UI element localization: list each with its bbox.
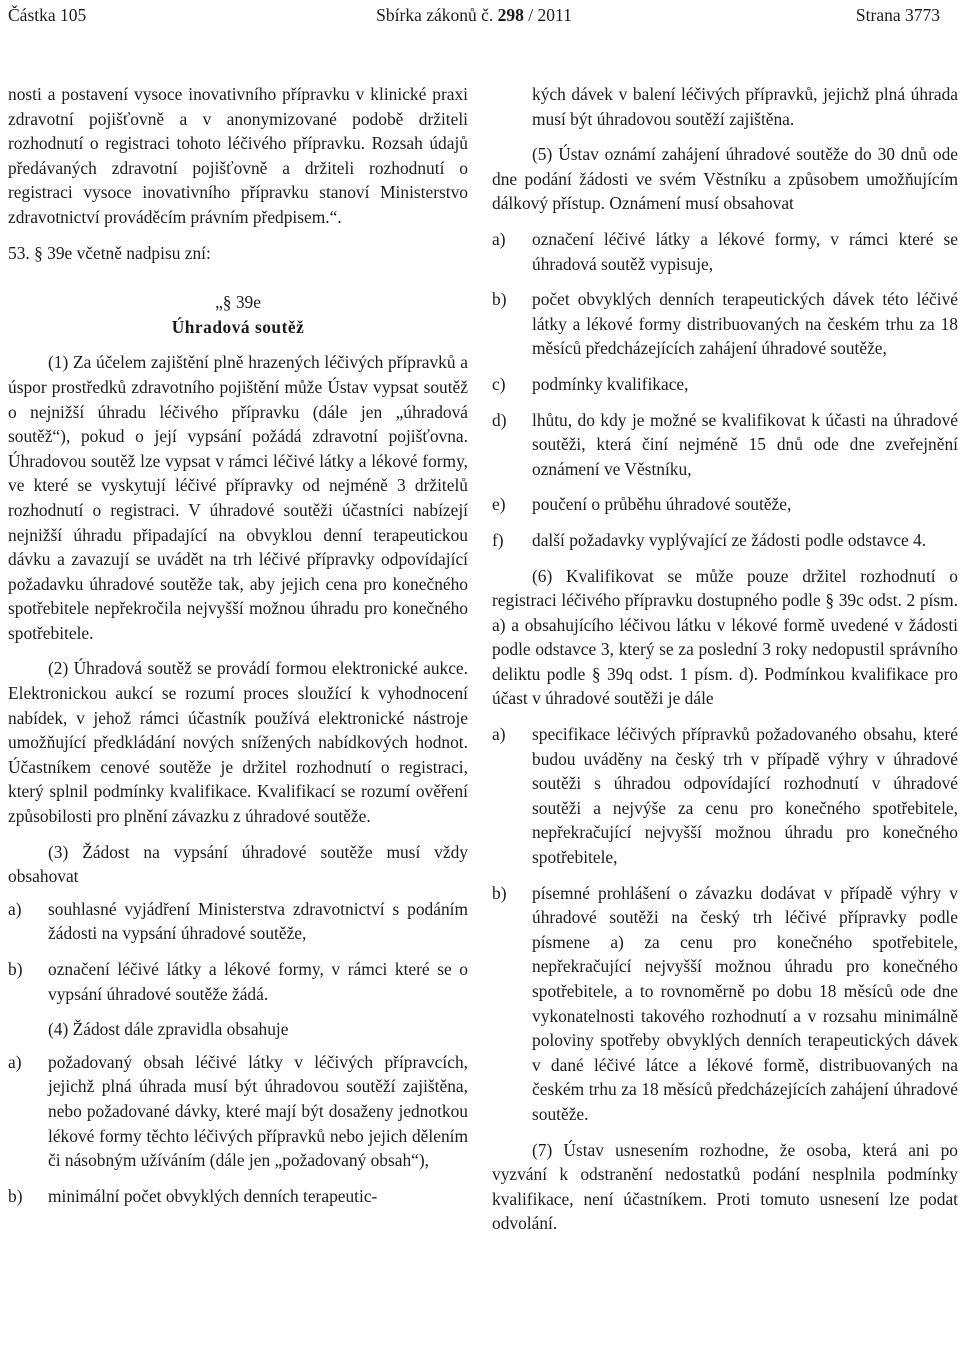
list-item-text: počet obvyklých denních terapeutických dávek této léčivé látky a lékové formy distribuovaných na českém trhu za 18 měsíců předcházejících zahájení úhradové soutěže,	[532, 289, 958, 359]
list-item	[492, 528, 958, 553]
header-year: / 2011	[523, 5, 572, 25]
paragraph-6: (6) Kvalifikovat se může pouze držitel rozhodnutí o registraci léčivého přípravku dostupného podle § 39c odst. 2 písm. a) a obsahujícího léčivou látku v lékové formě uvedené v žádosti podle odstavce 3, který se za poslední 3 roky nedopustil správního deliktu podle § 39q odst. 1 písm. d). Podmínkou kvalifikace pro účast v úhradové soutěži je dále	[492, 565, 958, 709]
point-53: 53. § 39e včetně nadpisu zní:	[8, 242, 211, 263]
list-item-text: specifikace léčivých přípravků požadovaného obsahu, které budou uváděny na český trh v případě výhry v úhradové soutěži s úhradou odpovídající rozhodnutí v úhradové soutěži a nejvýše za cenu pro konečného spotřebitele, nepřekračující nejvyšší možnou úhradu pro konečného spotřebitele,	[532, 724, 958, 868]
paragraph-1: (1) Za účelem zajištění plně hrazených léčivých přípravků a úspor prostředků zdravotního pojištění může Ústav vypsat soutěž o nejnižší úhradu léčivého přípravku (dále jen „úhradová soutěž“), pokud o její vypsání požádá zdravotní pojišťovna. Úhradovou soutěž lze vypsat v rámci léčivé látky a lékové formy, ve které se vyskytují léčivé přípravky od nejméně 3 držitelů rozhodnutí o registraci. V úhradové soutěži účastníci nabízejí nejnižší úhradu připadající na obvyklou denní terapeutickou dávku a zavazují se uvádět na trh léčivé přípravky odpovídající požadavku úhradové soutěže tak, aby jejich cena pro konečného spotřebitele nepřekročila nejvyšší možnou úhradu pro konečného spotřebitele.	[8, 352, 468, 643]
list-item-text: lhůtu, do kdy je možné se kvalifikovat k účasti na úhradové soutěži, která činí nejméně 15 dnů ode dne zveřejnění oznámení ve Věstníku,	[532, 409, 958, 479]
right-column	[492, 82, 958, 1236]
list-item-continuation	[492, 82, 958, 131]
page-header	[8, 4, 940, 26]
list-item	[8, 1184, 468, 1209]
list-item	[492, 372, 958, 397]
list-item-text: souhlasné vyjádření Ministerstva zdravotnictví s podáním žádosti na vypsání úhradové soutěže,	[48, 898, 468, 944]
list-item-label: b)	[492, 289, 507, 310]
list-item-label: b)	[492, 882, 507, 903]
section-title: Úhradová soutěž	[171, 316, 305, 337]
list-item	[492, 881, 958, 1127]
list-item-text: označení léčivé látky a lékové formy, v rámci které se úhradová soutěž vypisuje,	[532, 228, 958, 274]
list-item-label: b)	[8, 1185, 23, 1206]
continuation-paragraph: nosti a postavení vysoce inovativního přípravku v klinické praxi zdravotní pojišťovně a v anonymizované podobě držiteli rozhodnutí o registraci tohoto léčivého přípravku. Rozsah údajů předávaných zdravotní pojišťovně a držiteli rozhodnutí o registraci vysoce inovativního přípravku stanoví Ministerstvo zdravotnictví prováděcím právním předpisem.“.	[8, 84, 468, 227]
list-item-text: podmínky kvalifikace,	[532, 373, 689, 394]
list-item-label: a)	[8, 1051, 22, 1072]
list-item-label: b)	[8, 959, 23, 979]
list-item	[8, 897, 468, 946]
list-item-label-spacer	[492, 82, 532, 131]
continuation-text: kých dávek v balení léčivých přípravků, jejichž plná úhrada musí být úhradovou soutěží zajištěna.	[532, 84, 958, 129]
list-item	[8, 1050, 468, 1173]
paragraph-3: (3) Žádost na vypsání úhradové soutěže musí vždy obsahovat	[8, 841, 468, 887]
list-item	[492, 408, 958, 482]
list-item	[492, 492, 958, 517]
list-item-text: další požadavky vyplývající ze žádosti podle odstavce 4.	[532, 529, 927, 550]
header-collection	[8, 4, 940, 26]
list-item-text: požadovaný obsah léčivé látky v léčivých přípravcích, jejichž plná úhrada musí být úhradovou soutěží zajištěna, nebo požadované dávky, které mají být dosaženy jednotkou lékové formy těchto léčivých přípravků nebo jejich dělením či násobným užíváním (dále jen „požadovaný obsah“),	[48, 1051, 468, 1171]
list-item-label: c)	[492, 373, 506, 394]
header-collection-prefix: Sbírka zákonů č.	[376, 5, 498, 25]
list-item	[492, 722, 958, 870]
list-item-label: f)	[492, 529, 504, 550]
section-mark: „§ 39e	[215, 292, 261, 313]
left-column	[8, 82, 468, 1208]
list-item-label: a)	[8, 898, 22, 919]
list-item-text: minimální počet obvyklých denních terapeutic-	[48, 1185, 378, 1206]
list-item-label: a)	[492, 724, 506, 745]
paragraph-2: (2) Úhradová soutěž se provádí formou elektronické aukce. Elektronickou aukcí se rozumí proces sloužící k vyhodnocení nabídek, v jehož rámci účastník používá elektronické nástroje umožňující předkládání nových snížených nabídkových hodnot. Účastníkem cenové soutěže je držitel rozhodnutí o registraci, který splnil podmínky kvalifikace. Kvalifikací se rozumí ověření způsobilosti pro plnění závazku z úhradové soutěže.	[8, 658, 468, 827]
list-item-text: označení léčivé látky a lékové formy, v rámci které se o vypsání úhradové soutěže žádá.	[48, 959, 468, 1004]
list-item	[492, 287, 958, 361]
header-page-number: Strana 3773	[855, 5, 940, 25]
list-item-text: písemné prohlášení o závazku dodávat v případě výhry v úhradové soutěži na český trh léčivé přípravky podle písmene a) za cenu pro konečného spotřebitele, nepřekračující nejvyšší možnou úhradu pro konečného spotřebitele, a to rovnoměrně po dobu 18 měsíců ode dne vykonatelnosti takového rozhodnutí a v rozsahu minimálně poloviny spotřeby obvyklých denních terapeutických dávek v dané léčivé látce a lékové formě, distribuovaných na českém trhu za 18 měsíců předcházejících zahájení úhradové soutěže.	[532, 882, 958, 1124]
list-item	[8, 957, 468, 1006]
list-item-label: d)	[492, 409, 507, 430]
paragraph-4: (4) Žádost dále zpravidla obsahuje	[48, 1019, 289, 1040]
list-item	[492, 227, 958, 276]
paragraph-5: (5) Ústav oznámí zahájení úhradové soutěže do 30 dnů ode dne podání žádosti ve svém Věstníku a způsobem umožňujícím dálkový přístup. Oznámení musí obsahovat	[492, 144, 958, 214]
paragraph-7: (7) Ústav usnesením rozhodne, že osoba, která ani po vyzvání k odstranění nedostatků podání nesplnila podmínky kvalifikace, není účastníkem. Proti tomuto usnesení lze podat odvolání.	[492, 1139, 958, 1234]
list-item-label: e)	[492, 494, 506, 515]
header-law-number: 298	[497, 5, 524, 25]
list-item-label: a)	[492, 228, 506, 249]
header-issue: Částka 105	[8, 5, 87, 25]
list-item-text: poučení o průběhu úhradové soutěže,	[532, 494, 792, 515]
